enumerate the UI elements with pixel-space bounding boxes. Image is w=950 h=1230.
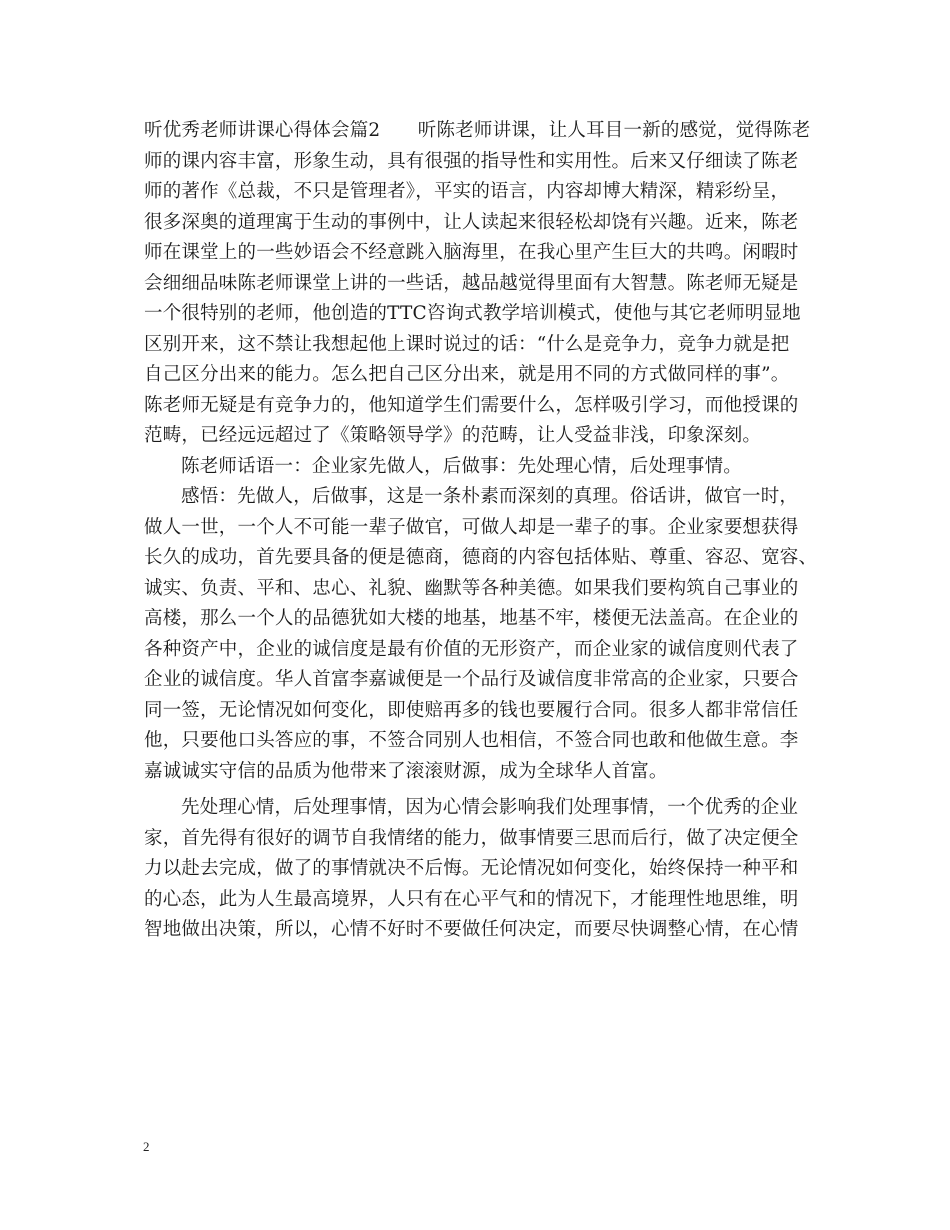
- text-line: 力以赴去完成，做了的事情就决不后悔。无论情况如何变化，始终保持一种平和: [144, 858, 799, 879]
- text-line: 师的课内容丰富，形象生动，具有很强的指导性和实用性。后来又仔细读了陈老: [144, 150, 799, 172]
- text-line: 感悟：先做人，后做事，这是一条朴素而深刻的真理。俗话讲，做官一时，: [181, 486, 799, 507]
- text-line: 嘉诚诚实守信的品质为他带来了滚滚财源，成为全球华人首富。: [144, 760, 668, 782]
- text-line: 范畴，已经远远超过了《策略领导学》的范畴，让人受益非浅，印象深刻。: [144, 425, 762, 446]
- document-body: [144, 116, 818, 946]
- text-line: 做人一世，一个人不可能一辈子做官，可做人却是一辈子的事。企业家要想获得: [144, 516, 799, 538]
- text-line: 陈老师无疑是有竞争力的，他知道学生们需要什么，怎样吸引学习，而他授课的: [144, 394, 799, 416]
- text-line: 家，首先得有很好的调节自我情绪的能力，做事情要三思而后行，做了决定便全: [144, 827, 799, 849]
- text-line: 的心态，此为人生最高境界，人只有在心平气和的情况下，才能理性地思维，明: [144, 888, 799, 910]
- text-line: 企业的诚信度。华人首富李嘉诚便是一个品行及诚信度非常高的企业家，只要合: [144, 669, 799, 690]
- text-line: 一个很特别的老师，他创造的TTC咨询式教学培训模式，使他与其它老师明显地: [144, 303, 801, 324]
- text-line: 智地做出决策，所以，心情不好时不要做任何决定，而要尽快调整心情，在心情: [144, 919, 799, 940]
- text-line: 高楼，那么一个人的品德犹如大楼的地基，地基不牢，楼便无法盖高。在企业的: [144, 608, 799, 629]
- text-line: 他，只要他口头答应的事，不签合同别人也相信，不签合同也敢和他做生意。李: [144, 730, 799, 751]
- text-line: 会细细品味陈老师课堂上讲的一些话，越品越觉得里面有大智慧。陈老师无疑是: [144, 272, 799, 294]
- text-line: 听优秀老师讲课心得体会篇2 听陈老师讲课，让人耳目一新的感觉，觉得陈老: [144, 120, 811, 141]
- text-line: 陈老师话语一：企业家先做人，后做事：先处理心情，后处理事情。: [181, 455, 743, 477]
- text-line: 自己区分出来的能力。怎么把自己区分出来，就是用不同的方式做同样的事”。: [144, 364, 790, 385]
- page-number: 2: [143, 1139, 150, 1154]
- text-line: 长久的成功，首先要具备的便是德商，德商的内容包括体贴、尊重、容忍、宽容、: [144, 547, 818, 568]
- text-line: 区别开来，这不禁让我想起他上课时说过的话：“什么是竞争力，竞争力就是把: [144, 333, 790, 355]
- text-line: 诚实、负责、平和、忠心、礼貌、幽默等各种美德。如果我们要构筑自己事业的: [144, 577, 799, 599]
- text-line: 很多深奥的道理寓于生动的事例中，让人读起来很轻松却饶有兴趣。近来，陈老: [144, 211, 799, 233]
- text-line: 师的著作《总裁，不只是管理者》，平实的语言，内容却博大精深，精彩纷呈，: [144, 181, 790, 202]
- text-line: 同一签，无论情况如何变化，即使赔再多的钱也要履行合同。很多人都非常信任: [144, 699, 799, 721]
- text-line: 先处理心情，后处理事情，因为心情会影响我们处理事情，一个优秀的企业: [181, 797, 799, 818]
- text-line: 各种资产中，企业的诚信度是最有价值的无形资产，而企业家的诚信度则代表了: [144, 638, 799, 660]
- text-line: 师在课堂上的一些妙语会不经意跳入脑海里，在我心里产生巨大的共鸣。闲暇时: [144, 242, 799, 263]
